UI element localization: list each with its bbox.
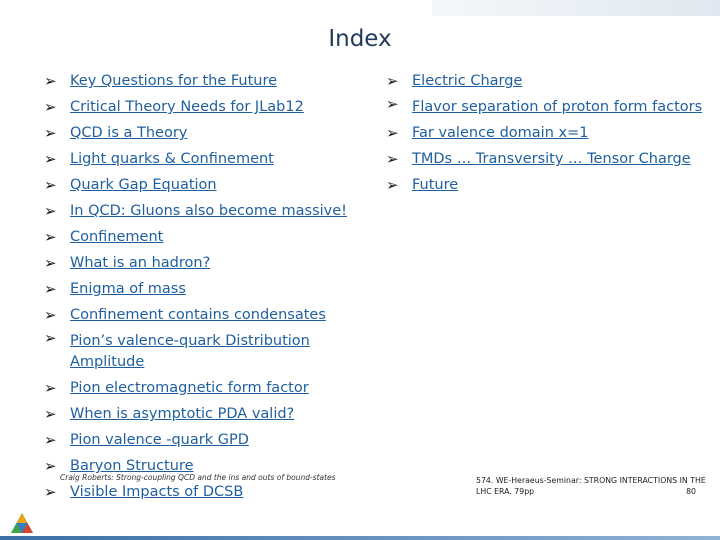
arrow-bullet-icon: ➢ [386,150,399,168]
list-item [44,276,354,302]
link-baryon-structure[interactable]: Baryon Structure [70,458,194,474]
list-item [44,427,354,453]
list-item [44,94,354,120]
link-tmds[interactable]: TMDs … Transversity … Tensor Charge [412,151,691,167]
list-item [44,479,354,505]
link-gluons-massive[interactable]: In QCD: Gluons also become massive! [70,203,347,219]
link-critical-theory[interactable]: Critical Theory Needs for JLab12 [70,99,304,115]
list-item [44,375,354,401]
list-item [44,146,354,172]
link-far-valence[interactable]: Far valence domain x=1 [412,125,589,141]
list-item [44,172,354,198]
arrow-bullet-icon: ➢ [44,72,57,90]
arrow-bullet-icon: ➢ [44,457,57,475]
arrow-bullet-icon: ➢ [44,124,57,142]
list-item [44,401,354,427]
slide-title: Index [328,26,392,52]
list-item [44,328,354,375]
list-item [386,172,706,198]
arrow-bullet-icon: ➢ [44,431,57,449]
list-item [386,146,706,172]
bottom-decoration [0,536,720,540]
link-pion-pda[interactable]: Pion’s valence-quark Distribution Amplitude [70,333,310,370]
link-future[interactable]: Future [412,177,459,193]
link-quark-gap[interactable]: Quark Gap Equation [70,177,217,193]
footer-seminar-text: 574. WE-Heraeus-Seminar: STRONG INTERACTIONS IN THE LHC ERA. 79pp [476,476,706,496]
arrow-bullet-icon: ➢ [44,306,57,324]
footer-author-note: Craig Roberts: Strong-coupling QCD and the ins and outs of bound-states [60,473,336,482]
link-pion-form-factor[interactable]: Pion electromagnetic form factor [70,380,309,396]
link-qcd-theory[interactable]: QCD is a Theory [70,125,188,141]
arrow-bullet-icon: ➢ [44,98,57,116]
link-dcsb-impacts[interactable]: Visible Impacts of DCSB [70,484,244,500]
link-electric-charge[interactable]: Electric Charge [412,73,523,89]
arrow-bullet-icon: ➢ [44,176,57,194]
link-confinement[interactable]: Confinement [70,229,164,245]
list-item [44,68,354,94]
link-pion-gpd[interactable]: Pion valence -quark GPD [70,432,249,448]
left-index-list [44,68,354,505]
footer-seminar-info [476,475,716,497]
list-item [386,120,706,146]
link-condensates[interactable]: Confinement contains condensates [70,307,326,323]
arrow-bullet-icon: ➢ [44,150,57,168]
link-light-quarks[interactable]: Light quarks & Confinement [70,151,274,167]
right-index-list [386,68,706,198]
link-key-questions[interactable]: Key Questions for the Future [70,73,278,89]
arrow-bullet-icon: ➢ [44,483,57,501]
list-item [386,94,706,120]
link-hadron[interactable]: What is an hadron? [70,255,211,271]
corner-decoration [432,0,720,16]
arrow-bullet-icon: ➢ [44,379,57,397]
list-item [386,68,706,94]
arrow-bullet-icon: ➢ [44,228,57,246]
arrow-bullet-icon: ➢ [386,176,399,194]
arrow-bullet-icon: ➢ [386,124,399,142]
arrow-bullet-icon: ➢ [44,405,57,423]
link-enigma-mass[interactable]: Enigma of mass [70,281,186,297]
arrow-bullet-icon: ➢ [44,329,57,347]
triangle-logo-icon [10,512,34,534]
list-item [44,302,354,328]
link-asymptotic-pda[interactable]: When is asymptotic PDA valid? [70,406,295,422]
arrow-bullet-icon: ➢ [386,72,399,90]
list-item [44,250,354,276]
list-item [44,198,354,224]
arrow-bullet-icon: ➢ [44,254,57,272]
list-item [44,120,354,146]
arrow-bullet-icon: ➢ [44,280,57,298]
page-number: 80 [686,487,696,496]
list-item [44,224,354,250]
arrow-bullet-icon: ➢ [44,202,57,220]
link-flavor-separation[interactable]: Flavor separation of proton form factors [412,99,703,115]
arrow-bullet-icon: ➢ [386,95,399,113]
